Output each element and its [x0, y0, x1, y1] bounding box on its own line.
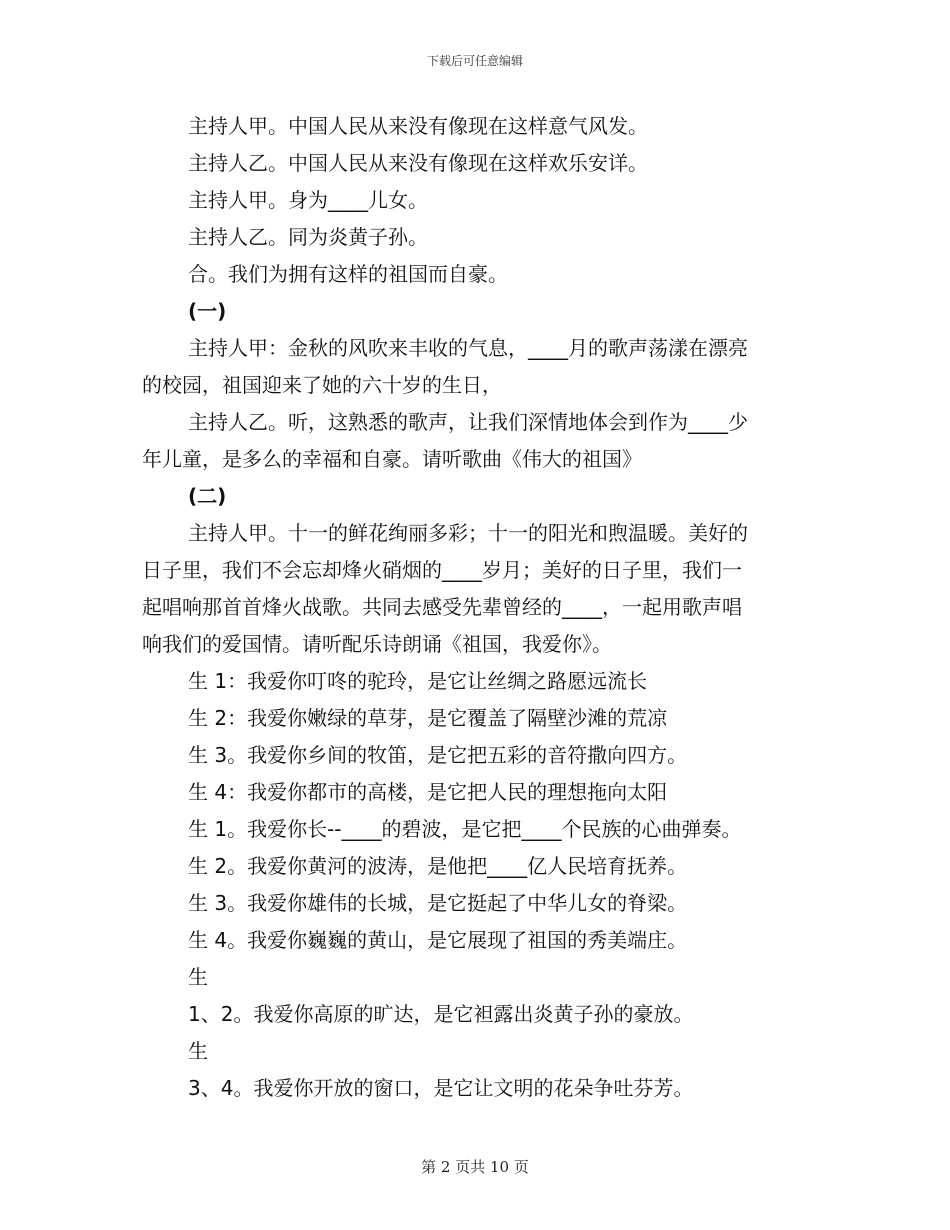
paragraph-line: 主持人乙。中国人民从来没有像现在这样欢乐安详。	[188, 151, 648, 175]
paragraph-line: 主持人甲。十一的鲜花绚丽多彩；十一的阳光和煦温暖。美好的	[188, 521, 748, 545]
paragraph-line: 生 3。我爱你雄伟的长城，是它挺起了中华儿女的脊梁。	[188, 891, 688, 915]
paragraph-line: 生 1：我爱你叮咚的驼玲，是它让丝绸之路愿远流长	[188, 669, 648, 693]
section-heading: (二)	[188, 484, 227, 508]
paragraph-line: 生 2。我爱你黄河的波涛，是他把____亿人民培育抚养。	[188, 854, 688, 878]
page-footer: 第 2 页共 10 页	[421, 1158, 529, 1176]
paragraph-line: 生 3。我爱你乡间的牧笛，是它把五彩的音符撒向四方。	[188, 743, 688, 767]
paragraph-line: 主持人乙。听，这熟悉的歌声，让我们深情地体会到作为____少	[188, 410, 748, 434]
paragraph-line: 主持人乙。同为炎黄子孙。	[188, 225, 428, 249]
page-header: 下载后可任意编辑	[426, 54, 523, 68]
paragraph-line: 主持人甲：金秋的风吹来丰收的气息，____月的歌声荡漾在漂亮	[188, 336, 748, 360]
paragraph-line: 生	[188, 1039, 208, 1063]
paragraph-line: 主持人甲。身为____儿女。	[188, 188, 428, 212]
paragraph-line: 日子里，我们不会忘却烽火硝烟的____岁月；美好的日子里，我们一	[142, 558, 742, 582]
paragraph-line: 合。我们为拥有这样的祖国而自豪。	[188, 262, 508, 286]
paragraph-line: 生 2：我爱你嫩绿的草芽，是它覆盖了隔壁沙滩的荒凉	[188, 706, 668, 730]
paragraph-line: 1、2。我爱你高原的旷达，是它袒露出炎黄子孙的豪放。	[188, 1002, 694, 1026]
section-heading: (一)	[188, 299, 227, 323]
paragraph-line: 起唱响那首首烽火战歌。共同去感受先辈曾经的____，一起用歌声唱	[142, 595, 742, 619]
paragraph-line: 生 4。我爱你巍巍的黄山，是它展现了祖国的秀美端庄。	[188, 928, 688, 952]
paragraph-line: 生 1。我爱你长--____的碧波，是它把____个民族的心曲弹奏。	[188, 817, 742, 841]
paragraph-line: 主持人甲。中国人民从来没有像现在这样意气风发。	[188, 114, 648, 138]
paragraph-line: 3、4。我爱你开放的窗口，是它让文明的花朵争吐芬芳。	[188, 1076, 694, 1100]
paragraph-line: 年儿童，是多么的幸福和自豪。请听歌曲《伟大的祖国》	[142, 447, 642, 471]
paragraph-line: 生 4：我爱你都市的高楼，是它把人民的理想拖向太阳	[188, 780, 668, 804]
paragraph-line: 生	[188, 965, 208, 989]
paragraph-line: 的校园，祖国迎来了她的六十岁的生日，	[142, 373, 502, 397]
paragraph-line: 响我们的爱国情。请听配乐诗朗诵《祖国，我爱你》。	[142, 632, 612, 656]
document-body	[142, 108, 802, 1107]
